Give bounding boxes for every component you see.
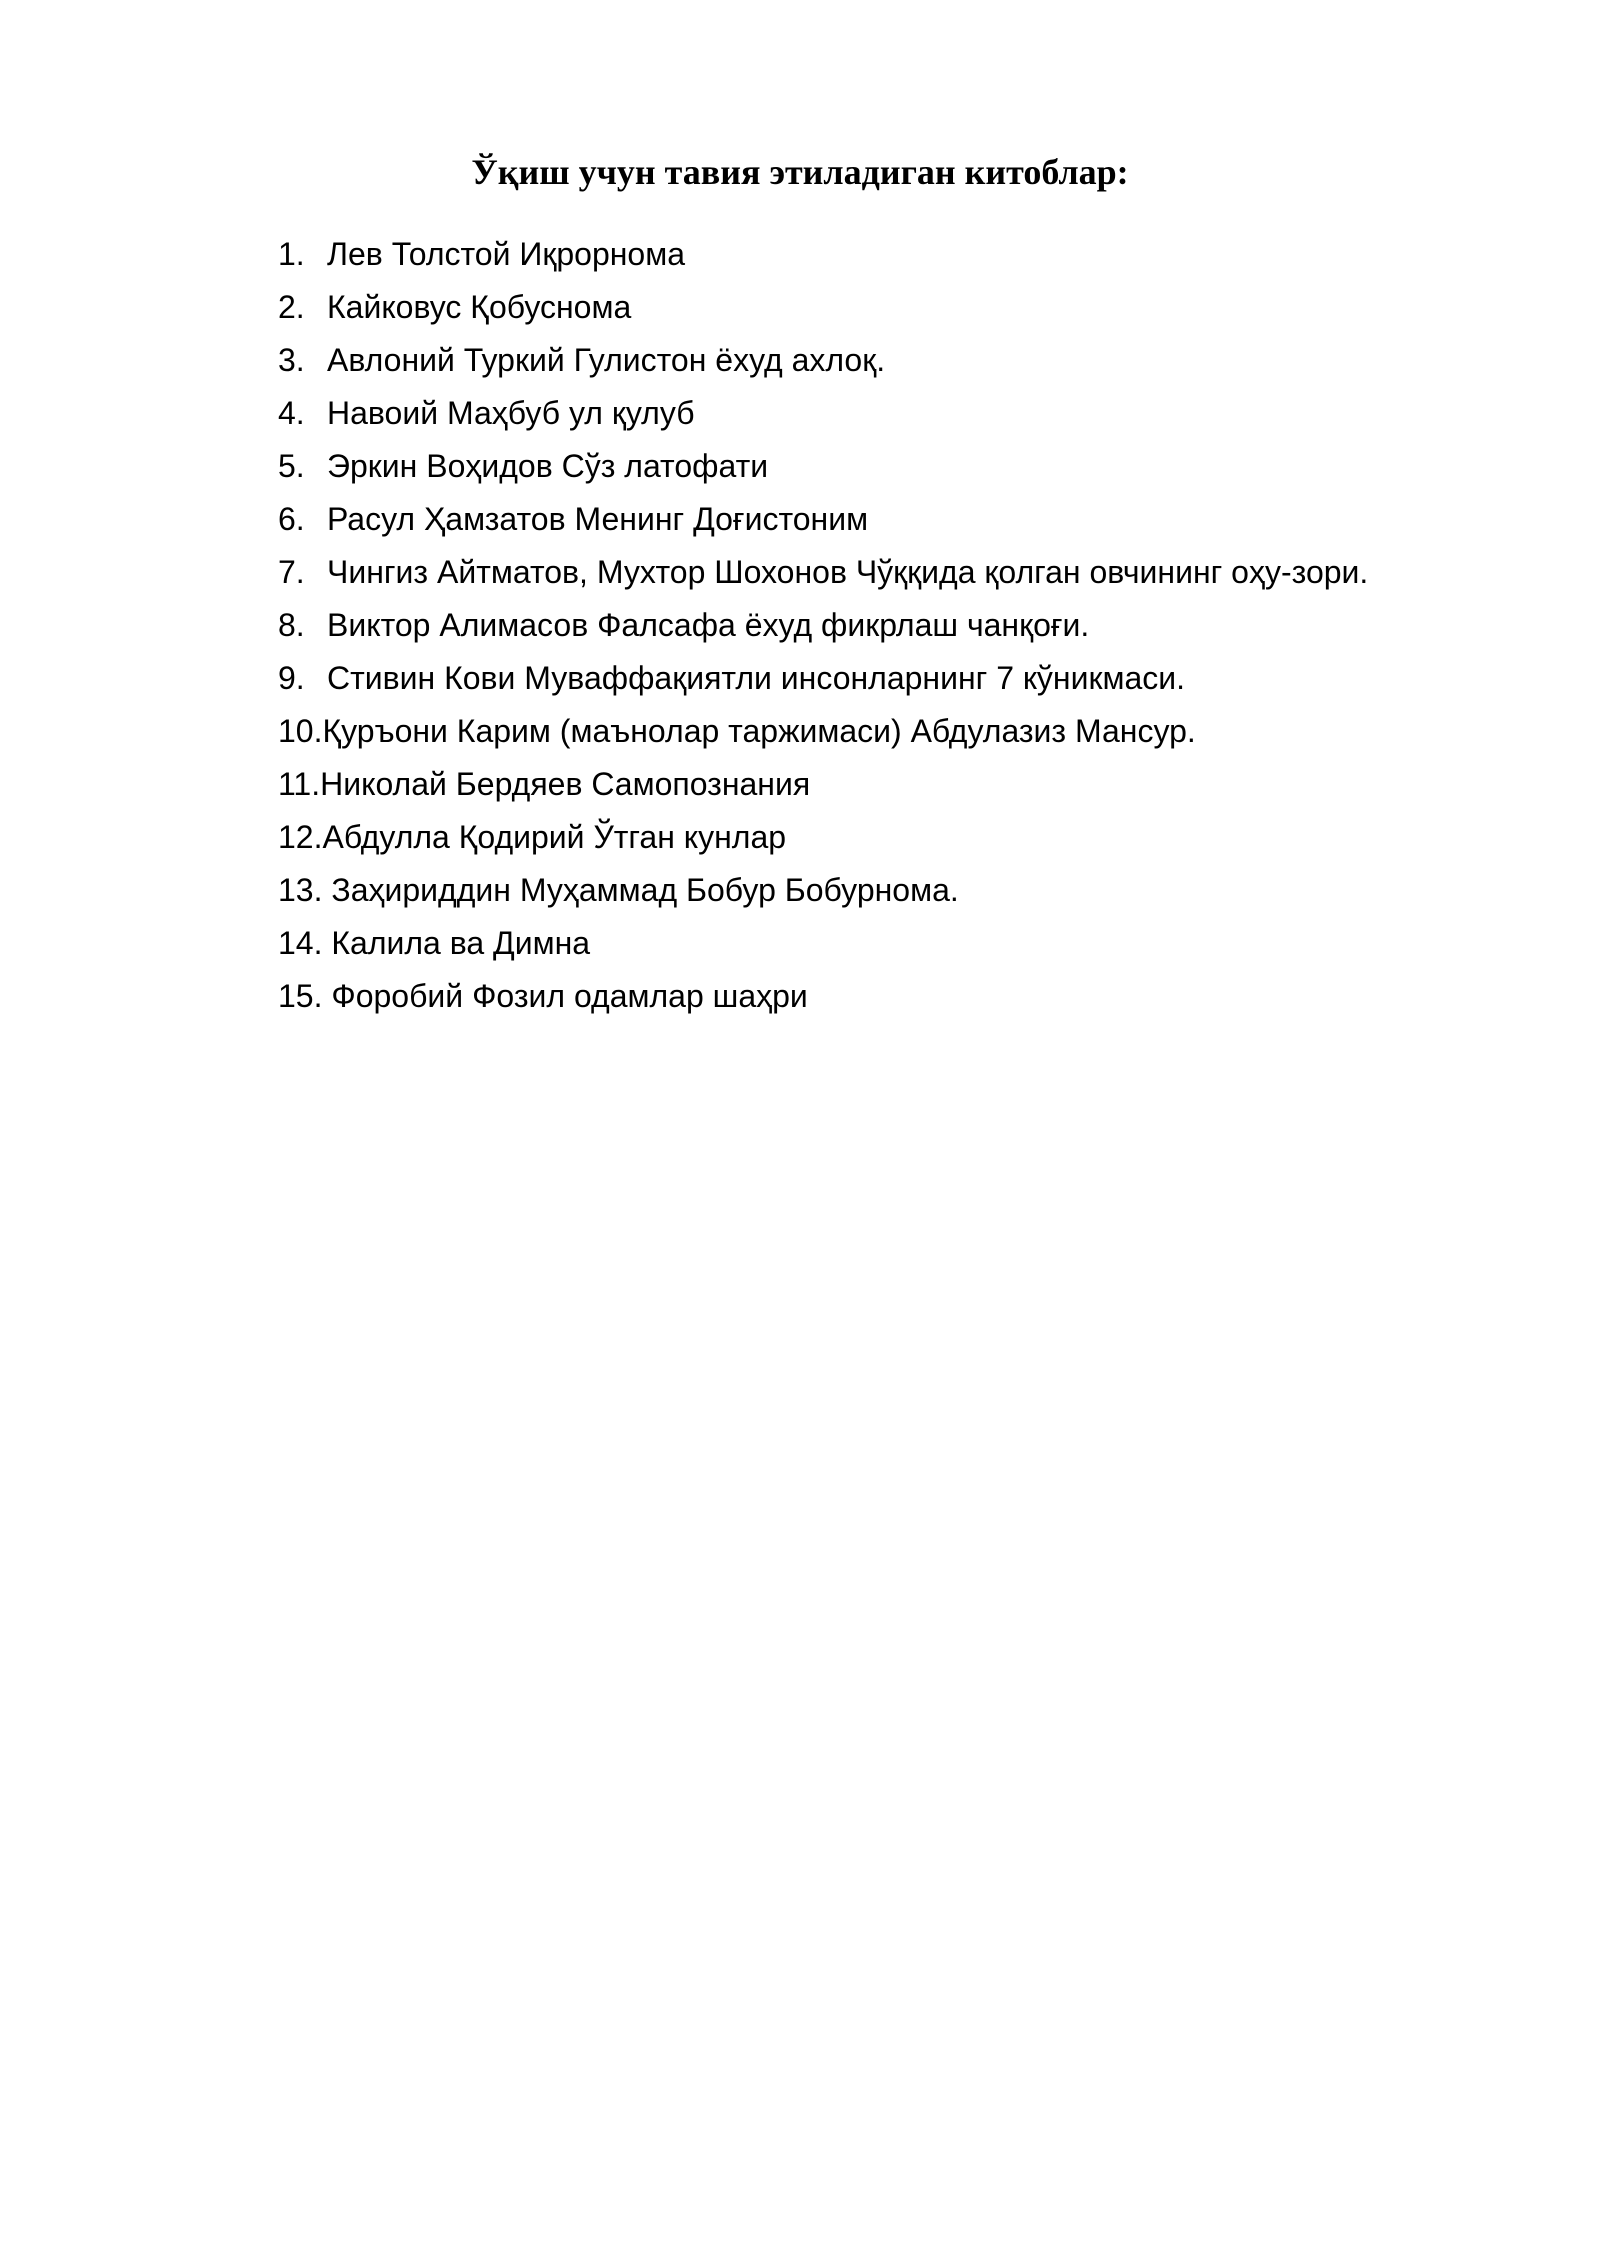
list-item-number: 6. xyxy=(278,501,305,537)
list-item-number: 13. xyxy=(278,872,332,908)
list-item xyxy=(278,705,1528,758)
list-item xyxy=(278,917,1528,970)
list-item xyxy=(278,599,1528,652)
list-item xyxy=(278,970,1528,1023)
list-item-text: Авлоний Туркий Гулистон ёхуд ахлоқ. xyxy=(327,342,886,378)
list-item-text: Навоий Маҳбуб ул қулуб xyxy=(327,395,695,431)
list-item-number: 5. xyxy=(278,448,305,484)
list-item-number: 14. xyxy=(278,925,332,961)
list-item-text: Лев Толстой Иқрорнома xyxy=(327,236,686,272)
list-item xyxy=(278,440,1528,493)
list-item-number: 2. xyxy=(278,289,305,325)
list-item-number: 4. xyxy=(278,395,305,431)
list-item-text: Эркин Воҳидов Сўз латофати xyxy=(327,448,769,484)
list-item-text: Форобий Фозил одамлар шаҳри xyxy=(331,978,808,1014)
list-item xyxy=(278,493,1528,546)
list-item-text: Калила ва Димна xyxy=(331,925,591,961)
list-item-number: 12. xyxy=(278,819,323,855)
list-item xyxy=(278,864,1528,917)
list-item-text: Чингиз Айтматов, Мухтор Шохонов Чўққида қолган овчининг оҳу-зори. xyxy=(327,554,1369,590)
list-item-number: 15. xyxy=(278,978,332,1014)
list-item xyxy=(278,652,1528,705)
list-item-number: 3. xyxy=(278,342,305,378)
list-item xyxy=(278,228,1528,281)
list-item-text: Абдулла Қодирий Ўтган кунлар xyxy=(322,819,787,855)
list-item-text: Заҳириддин Муҳаммад Бобур Бобурнома. xyxy=(331,872,959,908)
list-item xyxy=(278,758,1528,811)
list-item-number: 1. xyxy=(278,236,305,272)
list-item-number: 11. xyxy=(278,766,321,802)
list-item-number: 10. xyxy=(278,713,323,749)
list-item xyxy=(278,811,1528,864)
list-item xyxy=(278,281,1528,334)
list-item xyxy=(278,334,1528,387)
list-item xyxy=(278,546,1528,599)
list-item-text: Виктор Алимасов Фалсафа ёхуд фикрлаш чанқоғи. xyxy=(327,607,1090,643)
list-item-number: 7. xyxy=(278,554,305,590)
document-title: Ўқиш учун тавия этиладиган китоблар: xyxy=(471,152,1129,192)
book-list xyxy=(278,228,1528,1023)
list-item-text: Расул Ҳамзатов Менинг Доғистоним xyxy=(327,501,869,537)
list-item-text: Қуръони Карим (маънолар таржимаси) Абдулазиз Мансур. xyxy=(322,713,1196,749)
list-item-number: 8. xyxy=(278,607,305,643)
list-item-text: Кайковус Қобуснома xyxy=(327,289,632,325)
list-item-number: 9. xyxy=(278,660,305,696)
list-item-text: Стивин Кови Муваффақиятли инсонларнинг 7 кўникмаси. xyxy=(327,660,1185,696)
list-item-text: Николай Бердяев Самопознания xyxy=(320,766,811,802)
list-item xyxy=(278,387,1528,440)
